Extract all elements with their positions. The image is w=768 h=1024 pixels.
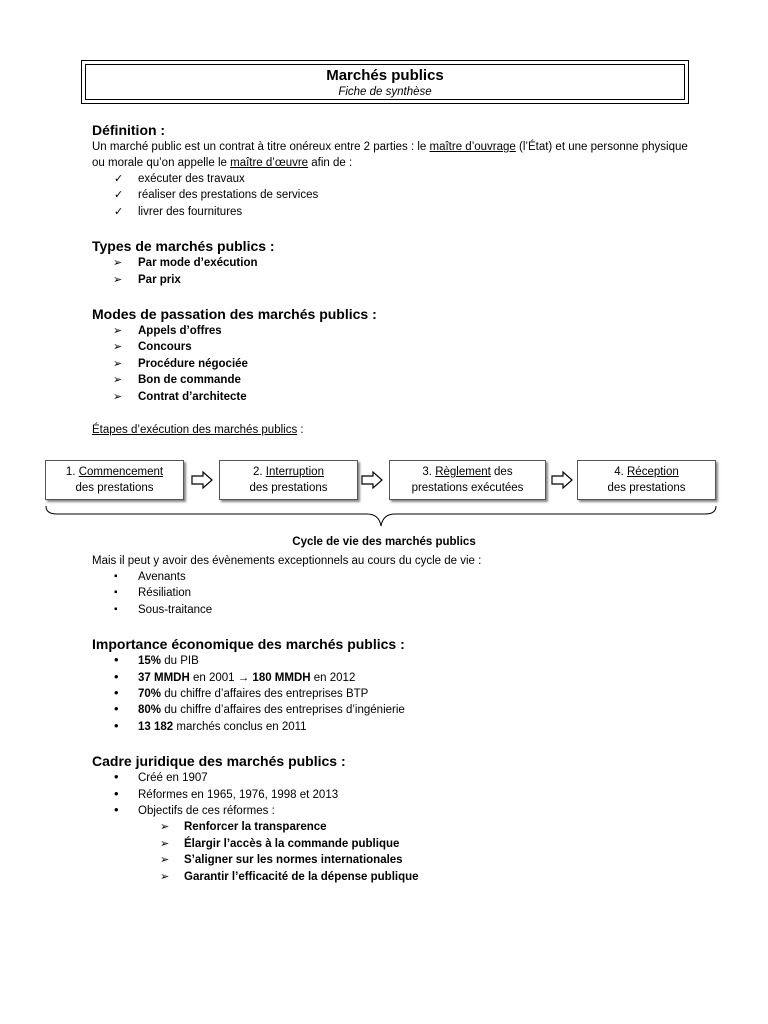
step-box-2 bbox=[219, 460, 358, 500]
exceptions-list bbox=[92, 569, 692, 618]
step-text: des prestations bbox=[607, 482, 686, 494]
title-inner-frame bbox=[85, 64, 685, 100]
list-item: ➢ Appels d’offres bbox=[92, 323, 692, 339]
step-keyword-suffix: des bbox=[490, 466, 513, 478]
stat-text: du chiffre d’affaires des entreprises BTP bbox=[161, 688, 369, 701]
list-item: ➢ Procédure négociée bbox=[92, 356, 692, 372]
importance-list bbox=[92, 653, 692, 735]
title-box bbox=[81, 60, 689, 104]
list-item: ➢ Par prix bbox=[92, 272, 692, 288]
stat-text: du chiffre d’affaires des entreprises d’ingénierie bbox=[161, 704, 405, 717]
etapes-heading bbox=[92, 422, 692, 438]
curly-brace-icon bbox=[45, 504, 717, 530]
step-number: 1. bbox=[65, 466, 79, 478]
step-keyword: Règlement bbox=[435, 466, 491, 478]
definition-heading: Définition : bbox=[92, 122, 166, 138]
step-text: prestations exécutées bbox=[411, 482, 524, 494]
step-keyword: Interruption bbox=[265, 466, 324, 478]
right-arrow-icon bbox=[361, 471, 383, 489]
stat-value: 80% bbox=[138, 704, 162, 717]
list-item: ➢ Garantir l’efficacité de la dépense publique bbox=[92, 869, 692, 885]
list-item: ▪ Avenants bbox=[92, 569, 692, 585]
document-body-lower bbox=[92, 553, 692, 885]
list-item: ➢ Par mode d’exécution bbox=[92, 255, 692, 271]
step-text: des prestations bbox=[75, 482, 154, 494]
stat-text: en 2001 → bbox=[189, 671, 253, 684]
step-number: 4. bbox=[614, 466, 627, 478]
list-item: ✓ réaliser des prestations de services bbox=[92, 187, 692, 203]
page-subtitle: Fiche de synthèse bbox=[338, 86, 432, 98]
list-item: ➢ Élargir l’accès à la commande publique bbox=[92, 836, 692, 852]
list-item: • Créé en 1907 bbox=[92, 770, 692, 786]
document-body bbox=[92, 121, 692, 438]
list-item bbox=[92, 719, 692, 735]
right-arrow-icon bbox=[191, 471, 213, 489]
stat-text: marchés conclus en 2011 bbox=[173, 720, 307, 733]
definition-list bbox=[92, 171, 692, 220]
cadre-list bbox=[92, 770, 692, 819]
modes-list bbox=[92, 323, 692, 405]
list-item: ➢ Contrat d’architecte bbox=[92, 389, 692, 405]
etapes-heading-text: Étapes d’exécution des marchés publics bbox=[92, 424, 298, 437]
list-item: ✓ livrer des fournitures bbox=[92, 204, 692, 220]
modes-heading: Modes de passation des marchés publics : bbox=[92, 306, 377, 323]
lifecycle-caption: Cycle de vie des marchés publics bbox=[292, 536, 476, 548]
list-item: ➢ Renforcer la transparence bbox=[92, 819, 692, 835]
list-item: ▪ Sous-traitance bbox=[92, 602, 692, 618]
list-item: ➢ Bon de commande bbox=[92, 372, 692, 388]
term-maitre-oeuvre: maître d’œuvre bbox=[230, 157, 309, 169]
cadre-heading: Cadre juridique des marchés publics : bbox=[92, 753, 346, 770]
stat-text: en 2012 bbox=[310, 671, 356, 684]
etapes-heading-suffix: : bbox=[297, 424, 304, 437]
definition-text-part: afin de : bbox=[308, 157, 353, 169]
list-item: • Réformes en 1965, 1976, 1998 et 2013 bbox=[92, 787, 692, 803]
list-item: ➢ S’aligner sur les normes internationales bbox=[92, 852, 692, 868]
step-keyword: Commencement bbox=[78, 466, 164, 478]
step-text: des prestations bbox=[249, 482, 328, 494]
types-heading: Types de marchés publics : bbox=[92, 238, 275, 255]
list-item bbox=[92, 702, 692, 718]
stat-value: 15% bbox=[138, 655, 162, 668]
step-box-3 bbox=[389, 460, 546, 500]
list-item bbox=[92, 670, 692, 686]
step-number: 2. bbox=[253, 466, 266, 478]
step-box-1 bbox=[45, 460, 184, 500]
stat-value: 180 MMDH bbox=[252, 671, 311, 684]
objectives-list bbox=[92, 819, 692, 885]
definition-text-part: (l’État) et une personne physique ou morale qu’on appelle le bbox=[92, 141, 688, 169]
term-maitre-ouvrage: maître d’ouvrage bbox=[429, 141, 516, 153]
list-item bbox=[92, 653, 692, 669]
lifecycle-flow bbox=[45, 460, 717, 530]
list-item: ➢ Concours bbox=[92, 339, 692, 355]
step-number: 3. bbox=[422, 466, 436, 478]
stat-value: 70% bbox=[138, 688, 162, 701]
definition-text-part: Un marché public est un contrat à titre onéreux entre 2 parties : le bbox=[92, 141, 430, 153]
page-title: Marchés publics bbox=[326, 67, 444, 84]
types-list bbox=[92, 255, 692, 288]
right-arrow-icon bbox=[551, 471, 573, 489]
step-box-4 bbox=[577, 460, 716, 500]
importance-heading: Importance économique des marchés publics : bbox=[92, 636, 405, 653]
stat-value: 37 MMDH bbox=[138, 671, 190, 684]
exceptions-intro: Mais il peut y avoir des évènements exceptionnels au cours du cycle de vie : bbox=[92, 555, 482, 567]
list-item bbox=[92, 686, 692, 702]
stat-value: 13 182 bbox=[138, 720, 174, 733]
step-keyword: Réception bbox=[627, 466, 679, 478]
list-item: • Objectifs de ces réformes : bbox=[92, 803, 692, 819]
definition-text bbox=[92, 139, 692, 171]
list-item: ▪ Résiliation bbox=[92, 585, 692, 601]
list-item: ✓ exécuter des travaux bbox=[92, 171, 692, 187]
stat-text: du PIB bbox=[161, 655, 199, 668]
